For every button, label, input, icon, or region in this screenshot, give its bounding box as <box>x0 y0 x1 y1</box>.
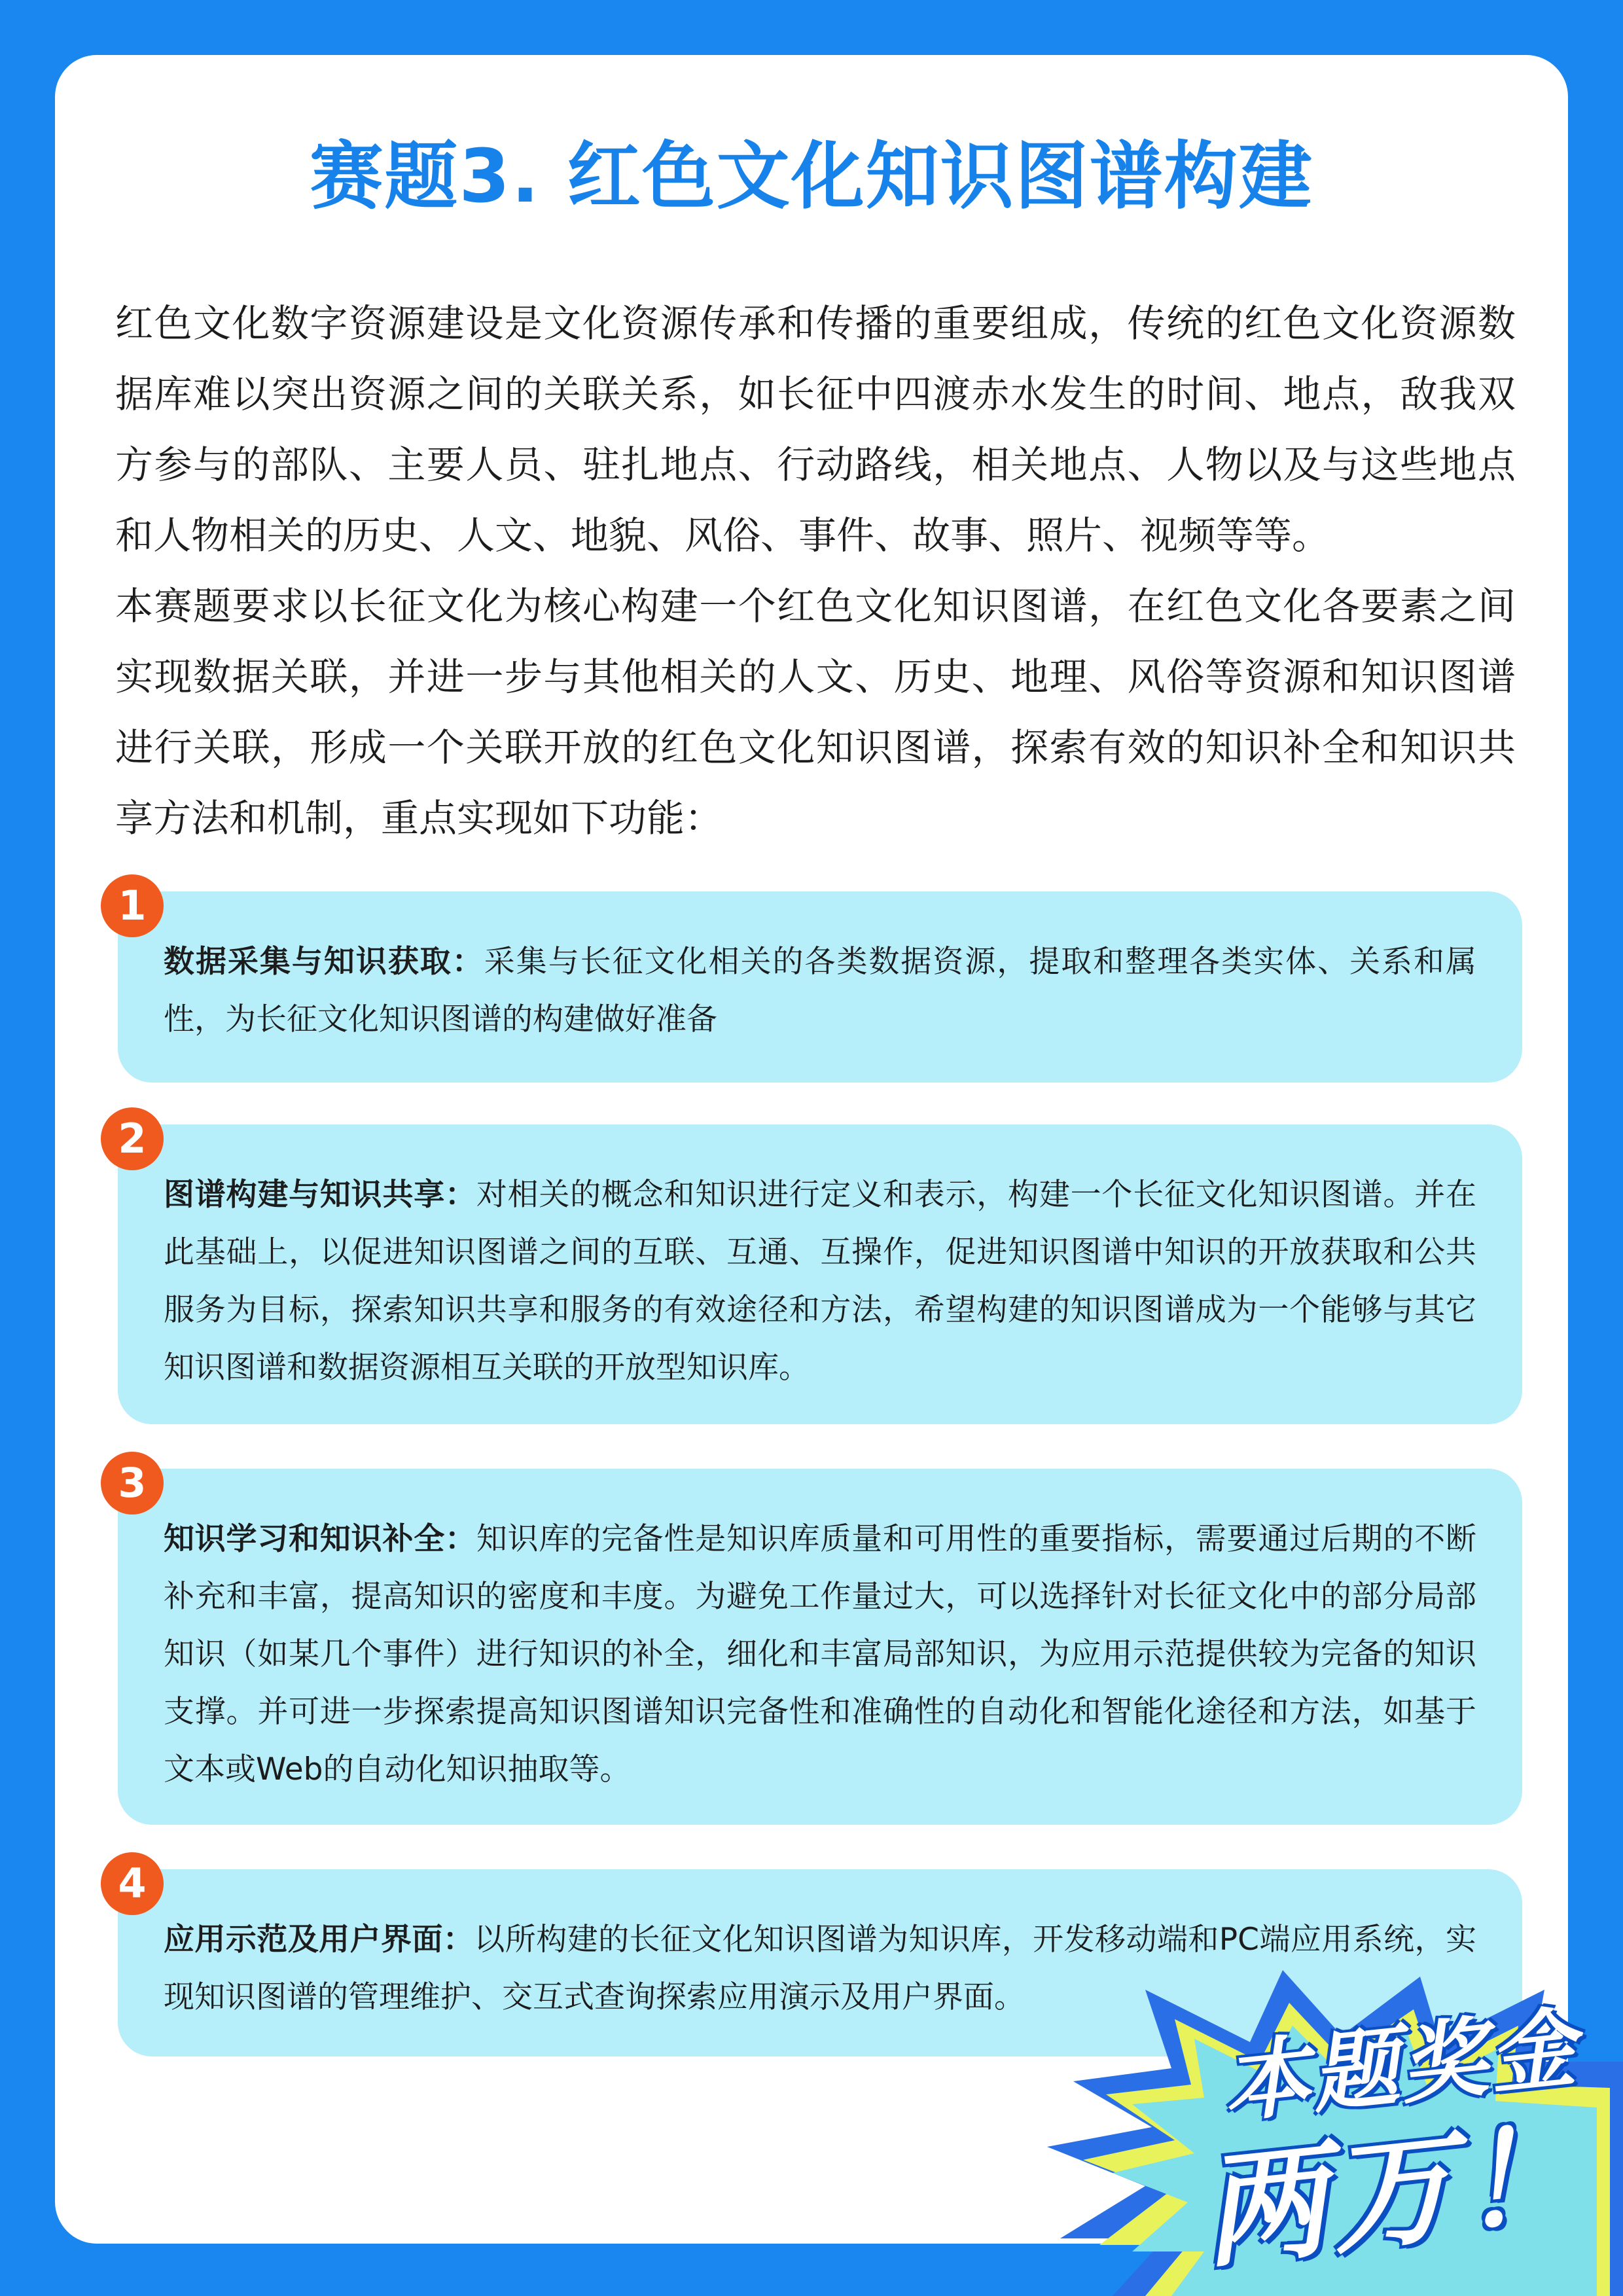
prize-badge <box>1034 1964 1623 2296</box>
badge-line-1: 本题奖金 <box>1218 1997 1583 2136</box>
feature-heading: 图谱构建与知识共享： <box>164 1177 476 1213</box>
badge-line-2: 两万！ <box>1194 2100 1593 2286</box>
page-title: 赛题3. 红色文化知识图谱构建 <box>310 134 1313 219</box>
feature-text: 采集与长征文化相关的各类数据资源，提取和整理各类实体、关系和属性，为长征文化知识图谱的构建做好准备 <box>164 944 1476 1037</box>
feature-box-2 <box>118 1124 1522 1424</box>
feature-number-4: 4 <box>101 1852 164 1915</box>
feature-box-3 <box>118 1469 1522 1825</box>
feature-heading: 应用示范及用户界面： <box>164 1922 474 1958</box>
feature-number-2: 2 <box>101 1107 164 1170</box>
intro-paragraph-2: 本赛题要求以长征文化为核心构建一个红色文化知识图谱，在红色文化各要素之间实现数据关联，并进一步与其他相关的人文、历史、地理、风俗等资源和知识图谱进行关联，形成一个关联开放的红色文化知识图谱，探索有效的知识补全和知识共享方法和机制，重点实现如下功能： <box>115 584 1516 840</box>
feature-heading: 知识学习和知识补全： <box>164 1521 476 1557</box>
feature-text: 知识库的完备性是知识库质量和可用性的重要指标，需要通过后期的不断补充和丰富，提高知识的密度和丰度。为避免工作量过大，可以选择针对长征文化中的部分局部知识（如某几个事件）进行知识的补全，细化和丰富局部知识，为应用示范提供较为完备的知识支撑。并可进一步探索提高知识图谱知识完备性和准确性的自动化和智能化途径和方法，如基于文本或Web的自动化知识抽取等。 <box>164 1521 1477 1787</box>
feature-description <box>164 1166 1476 1397</box>
feature-number-3: 3 <box>101 1452 164 1515</box>
feature-box-1 <box>118 891 1522 1083</box>
feature-heading: 数据采集与知识获取： <box>164 944 484 980</box>
feature-description <box>164 1511 1476 1799</box>
feature-description <box>164 933 1476 1049</box>
intro-paragraph-1: 红色文化数字资源建设是文化资源传承和传播的重要组成，传统的红色文化资源数据库难以突出资源之间的关联关系，如长征中四渡赤水发生的时间、地点，敌我双方参与的部队、主要人员、驻扎地点、行动路线，相关地点、人物以及与这些地点和人物相关的历史、人文、地貌、风俗、事件、故事、照片、视频等等。 <box>115 301 1516 558</box>
feature-text: 以所构建的长征文化知识图谱为知识库，开发移动端和PC端应用系统，实现知识图谱的管理维护、交互式查询探索应用演示及用户界面。 <box>164 1922 1476 2015</box>
feature-number-1: 1 <box>101 874 164 937</box>
intro-section <box>115 288 1516 853</box>
feature-text: 对相关的概念和知识进行定义和表示，构建一个长征文化知识图谱。并在此基础上，以促进知识图谱之间的互联、互通、互操作，促进知识图谱中知识的开放获取和公共服务为目标，探索知识共享和服务的有效途径和方法，希望构建的知识图谱成为一个能够与其它知识图谱和数据资源相互关联的开放型知识库。 <box>164 1177 1477 1386</box>
